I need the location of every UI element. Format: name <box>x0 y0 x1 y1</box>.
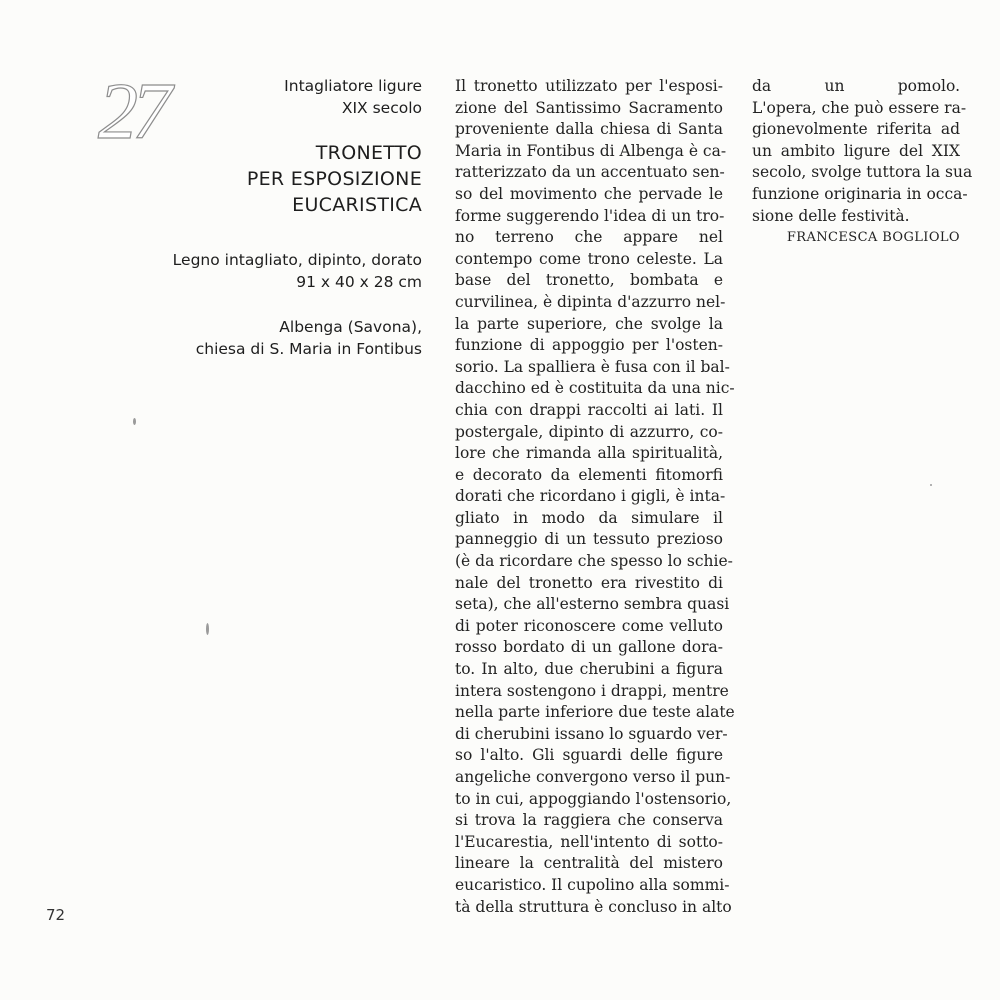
text-line: eucaristico. Il cupolino alla sommi- <box>455 875 730 894</box>
text-line: dacchino ed è costituita da una nic- <box>455 379 735 398</box>
location-line: chiesa di S. Maria in Fontibus <box>195 339 422 358</box>
paper-speck <box>206 623 209 635</box>
text-line: gionevolmente riferita ad <box>752 120 960 139</box>
dimensions-line: 91 x 40 x 28 cm <box>296 272 422 291</box>
text-line: nella parte inferiore due teste alate <box>455 703 735 722</box>
text-line: zione del Santissimo Sacramento <box>455 98 723 117</box>
text-line: dorati che ricordano i gigli, è inta- <box>455 487 726 506</box>
text-line: funzione originaria in occa- <box>752 184 968 203</box>
text-line: Il tronetto utilizzato per l'esposi- <box>455 77 723 95</box>
body-text-column-2 <box>752 76 973 249</box>
text-line: so del movimento che pervade le <box>455 184 723 203</box>
text-line: sione delle festività. <box>752 206 910 225</box>
text-line: postergale, dipinto di azzurro, co- <box>455 422 723 441</box>
text-line: Maria in Fontibus di Albenga è ca- <box>455 141 727 160</box>
text-line: angeliche convergono verso il pun- <box>455 768 731 786</box>
text-line: lineare la centralità del mistero <box>455 854 723 873</box>
text-line: ratterizzato da un accentuato sen- <box>455 163 725 182</box>
body-text-column-2-lines <box>752 76 973 227</box>
text-line: e decorato da elementi fitomorfi <box>455 465 723 484</box>
text-line: nale del tronetto era rivestito di <box>455 573 723 592</box>
text-line: panneggio di un tessuto prezioso <box>455 530 723 549</box>
text-line: tà della struttura è concluso in alto <box>455 897 732 916</box>
text-line: no terreno che appare nel <box>455 228 723 247</box>
artist-line: Intagliatore ligure <box>284 77 422 95</box>
medium-and-dimensions <box>102 250 422 293</box>
medium-line: Legno intagliato, dipinto, dorato <box>172 251 422 269</box>
paper-speck <box>930 484 932 486</box>
text-line: si trova la raggiera che conserva <box>455 811 723 830</box>
text-line: proveniente dalla chiesa di Santa <box>455 120 723 139</box>
catalog-entry-number: 27 <box>98 68 166 156</box>
location-line: Albenga (Savona), <box>279 318 422 336</box>
text-line: sorio. La spalliera è fusa con il bal- <box>455 357 730 376</box>
text-line: di cherubini issano lo sguardo ver- <box>455 724 728 743</box>
body-text-column-1 <box>455 76 735 918</box>
author-signature: FRANCESCA BOGLIOLO <box>786 230 960 246</box>
work-title <box>102 140 422 218</box>
location <box>102 317 422 360</box>
text-line: rosso bordato di un gallone dora- <box>455 638 723 657</box>
text-line: la parte superiore, che svolge la <box>455 314 723 333</box>
title-line: EUCARISTICA <box>292 194 422 216</box>
paper-speck <box>133 418 136 425</box>
text-line: base del tronetto, bombata e <box>455 271 723 290</box>
text-line: forme suggerendo l'idea di un tro- <box>455 206 725 225</box>
text-line: intera sostengono i drappi, mentre <box>455 681 729 700</box>
page-number: 72 <box>46 906 66 924</box>
text-line: da un pomolo. <box>752 77 960 95</box>
artist-attribution <box>102 76 422 119</box>
text-line: secolo, svolge tuttora la sua <box>752 163 973 182</box>
text-line: l'Eucarestia, nell'intento di sotto- <box>455 832 723 851</box>
text-line: to in cui, appoggiando l'ostensorio, <box>455 789 732 808</box>
text-line: L'opera, che può essere ra- <box>752 98 967 117</box>
text-line: chia con drappi raccolti ai lati. Il <box>455 400 723 419</box>
text-line: so l'alto. Gli sguardi delle figure <box>455 746 723 765</box>
text-line: funzione di appoggio per l'osten- <box>455 336 723 355</box>
text-line: gliato in modo da simulare il <box>455 508 723 527</box>
text-line: to. In alto, due cherubini a figura <box>455 660 723 679</box>
text-line: lore che rimanda alla spiritualità, <box>455 444 723 463</box>
text-line: contempo come trono celeste. La <box>455 249 723 268</box>
text-line: seta), che all'esterno sembra quasi <box>455 595 730 614</box>
entry-metadata <box>102 76 422 360</box>
text-line: (è da ricordare che spesso lo schie- <box>455 552 733 571</box>
period-line: XIX secolo <box>341 98 422 117</box>
text-line: curvilinea, è dipinta d'azzurro nel- <box>455 292 726 311</box>
title-line: TRONETTO <box>315 142 422 164</box>
text-line: di poter riconoscere come velluto <box>455 616 723 635</box>
title-line: PER ESPOSIZIONE <box>246 168 422 190</box>
text-line: un ambito ligure del XIX <box>752 141 960 160</box>
